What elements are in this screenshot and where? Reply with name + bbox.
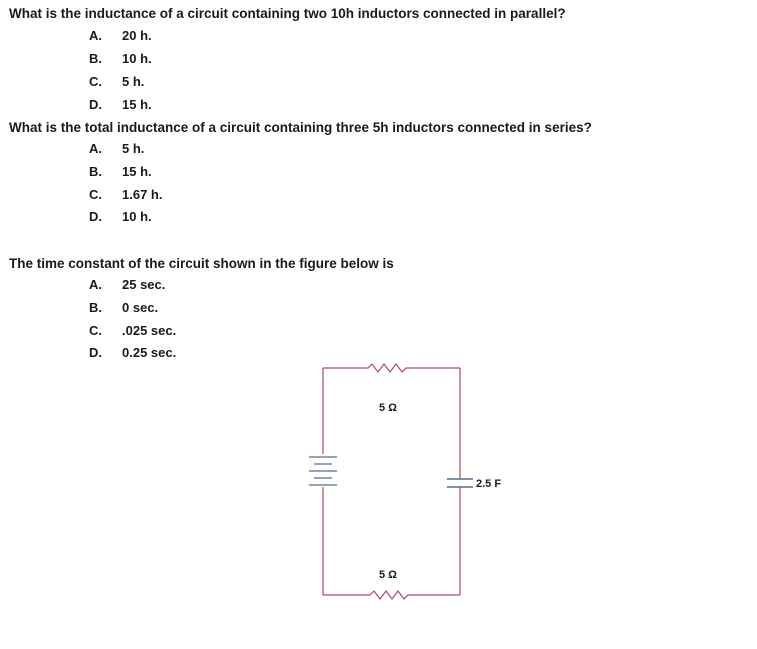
- option-letter: C.: [89, 323, 102, 338]
- battery-icon: [309, 457, 337, 485]
- option-text: .025 sec.: [122, 323, 177, 338]
- option-text: 0 sec.: [122, 300, 159, 315]
- option-letter: B.: [89, 300, 102, 315]
- rc-circuit-diagram: [280, 355, 540, 610]
- question-2-option-a: [89, 141, 144, 156]
- option-letter: C.: [89, 74, 102, 89]
- option-text: 25 sec.: [122, 277, 166, 292]
- question-1-option-a: [89, 28, 152, 43]
- capacitor-icon: [447, 479, 473, 487]
- option-text: 10 h.: [122, 209, 152, 224]
- question-2-option-d: [89, 209, 152, 224]
- question-1-option-b: [89, 51, 152, 66]
- option-text: 5 h.: [122, 141, 145, 156]
- option-text: 5 h.: [122, 74, 145, 89]
- question-3-option-d: [89, 345, 176, 360]
- question-3-option-b: [89, 300, 158, 315]
- question-1-option-d: [89, 97, 152, 112]
- question-2-option-c: [89, 187, 162, 202]
- top-resistor-label: 5 Ω: [379, 402, 397, 414]
- option-text: 1.67 h.: [122, 187, 163, 202]
- question-3-option-c: [89, 323, 176, 338]
- option-letter: C.: [89, 187, 102, 202]
- option-letter: D.: [89, 209, 102, 224]
- option-text: 15 h.: [122, 97, 152, 112]
- option-letter: D.: [89, 345, 102, 360]
- option-letter: B.: [89, 51, 102, 66]
- bottom-resistor-label: 5 Ω: [379, 569, 397, 581]
- option-letter: B.: [89, 164, 102, 179]
- option-letter: A.: [89, 277, 102, 292]
- circuit-wires: [323, 364, 460, 599]
- question-2-text: What is the total inductance of a circuit containing three 5h inductors connected in series?: [9, 120, 592, 135]
- bottom-wire: [323, 591, 460, 599]
- option-text: 15 h.: [122, 164, 152, 179]
- question-2-option-b: [89, 164, 152, 179]
- question-1-text: What is the inductance of a circuit containing two 10h inductors connected in parallel?: [9, 6, 566, 21]
- option-text: 20 h.: [122, 28, 152, 43]
- option-text: 10 h.: [122, 51, 152, 66]
- option-letter: A.: [89, 28, 102, 43]
- option-letter: D.: [89, 97, 102, 112]
- option-letter: A.: [89, 141, 102, 156]
- question-1-option-c: [89, 74, 144, 89]
- question-3-text: The time constant of the circuit shown in the figure below is: [9, 256, 394, 271]
- option-text: 0.25 sec.: [122, 345, 177, 360]
- question-3-option-a: [89, 277, 165, 292]
- top-wire: [323, 364, 460, 372]
- capacitor-label: 2.5 F: [476, 478, 502, 490]
